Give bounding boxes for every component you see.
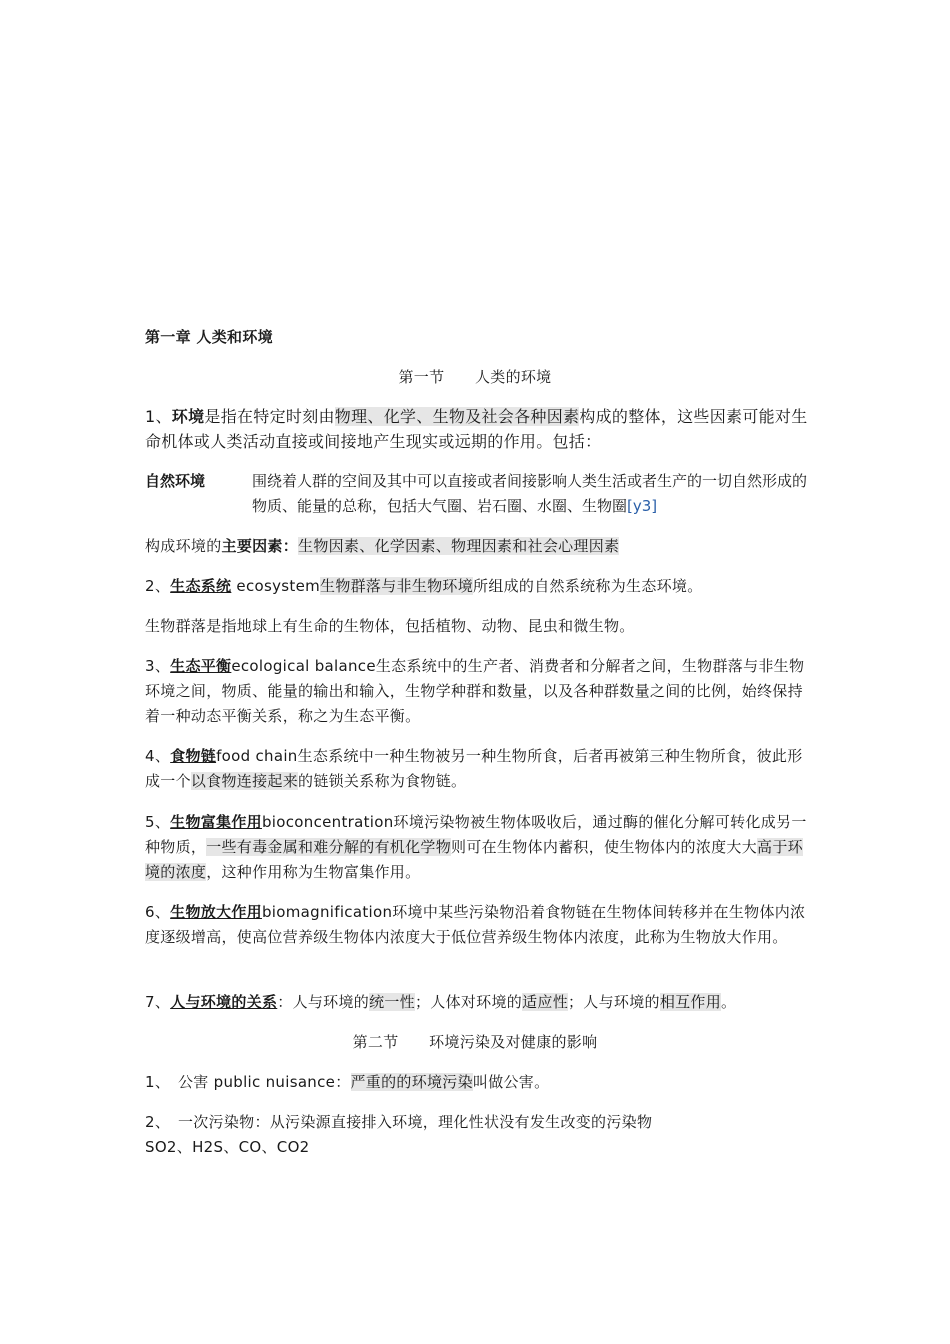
natural-environment-text: 围绕着人群的空间及其中可以直接或者间接影响人类生活或者生产的一切自然形成的物质、能量的总称，包括大气圈、岩石圈、水圈、生物圈[y3] <box>252 472 808 515</box>
highlight: 物理、化学、生物及社会各种因素 <box>334 407 580 426</box>
term-ecosystem: 生态系统 <box>170 577 232 595</box>
chapter-title: 第一章 人类和环境 <box>145 328 273 346</box>
section1-title: 第一节 人类的环境 <box>398 368 552 386</box>
highlight: 适应性 <box>522 993 568 1011</box>
highlight: 相互作用 <box>659 993 722 1011</box>
paragraph-ecological-balance: 3、生态平衡ecological balance生态系统中的生产者、消费者和分解者之间，生物群落与非生物环境之间，物质、能量的输出和输入，生物学种群和数量，以及各种群数量之间的比例，始终保持着一种动态平衡关系，称之为生态平衡。 <box>145 657 805 725</box>
item-number: 4、 <box>145 747 171 765</box>
paragraph-human-environment: 7、人与环境的关系：人与环境的统一性；人体对环境的适应性；人与环境的相互作用。 <box>145 993 737 1011</box>
highlight: 生物群落与非生物环境 <box>320 577 474 595</box>
paragraph-food-chain: 4、食物链food chain生态系统中一种生物被另一种生物所食，后者再被第三种生物所食，彼此形成一个以食物连接起来的链锁关系称为食物链。 <box>145 747 803 790</box>
item-number: 5、 <box>145 813 171 831</box>
paragraph-biomagnification: 6、生物放大作用biomagnification环境中某些污染物沿着食物链在生物体间转移并在生物体内浓度逐级增高，使高位营养级生物体内浓度大于低位营养级生物体内浓度，此称为生物放大作用。 <box>145 903 806 946</box>
highlight: 高于环境的浓度 <box>145 838 803 881</box>
term-food-chain: 食物链 <box>170 747 217 765</box>
term-ecological-balance: 生态平衡 <box>170 657 232 675</box>
paragraph-environment: 1、环境是指在特定时刻由物理、化学、生物及社会各种因素构成的整体，这些因素可能对生命机体或人类活动直接或间接地产生现实或远期的作用。包括： <box>145 407 808 451</box>
term-environment: 环境 <box>171 407 205 426</box>
section2-title: 第二节 环境污染及对健康的影响 <box>352 1033 598 1051</box>
item-number: 6、 <box>145 903 171 921</box>
paragraph-bioconcentration: 5、生物富集作用bioconcentration环境污染物被生物体吸收后，通过酶的催化分解可转化成另一种物质，一些有毒金属和难分解的有机化学物则可在生物体内蓄积，使生物体内的浓度大大高于环境的浓度，这种作用称为生物富集作用。 <box>145 813 807 881</box>
paragraph-primary-pollutant: 2、 一次污染物：从污染源直接排入环境，理化性状没有发生改变的污染物 <box>145 1113 653 1131</box>
paragraph-community-definition: 生物群落是指地球上有生命的生物体，包括植物、动物、昆虫和微生物。 <box>145 617 635 635</box>
term-biomagnification: 生物放大作用 <box>170 903 262 921</box>
term-bioconcentration: 生物富集作用 <box>170 813 262 831</box>
highlight: 生物因素、化学因素、物理因素和社会心理因素 <box>298 537 620 555</box>
highlight: 严重的的环境污染 <box>350 1073 473 1091</box>
highlight: 统一性 <box>369 993 415 1011</box>
paragraph-ecosystem: 2、生态系统 ecosystem生物群落与非生物环境所组成的自然系统称为生态环境。 <box>145 577 703 595</box>
paragraph-public-nuisance: 1、 公害 public nuisance：严重的的环境污染叫做公害。 <box>145 1073 550 1091</box>
paragraph-main-factors: 构成环境的主要因素：生物因素、化学因素、物理因素和社会心理因素 <box>145 537 620 555</box>
natural-environment-row <box>145 469 810 521</box>
highlight: 一些有毒金属和难分解的有机化学物 <box>206 838 452 856</box>
item-number: 1、 <box>145 1073 163 1091</box>
term-main-factors: 主要因素： <box>221 537 299 555</box>
item-number: 7、 <box>145 993 171 1011</box>
item-number: 1、 <box>145 407 172 426</box>
comment-ref-link[interactable]: [y3] <box>627 497 658 515</box>
natural-environment-label: 自然环境 <box>145 472 206 490</box>
item-number: 3、 <box>145 657 171 675</box>
item-number: 2、 <box>145 1113 163 1131</box>
highlight: 以食物连接起来 <box>190 772 299 790</box>
term-human-environment: 人与环境的关系 <box>170 993 278 1011</box>
item-number: 2、 <box>145 577 171 595</box>
pollutant-list: SO2、H2S、CO、CO2 <box>145 1138 310 1156</box>
